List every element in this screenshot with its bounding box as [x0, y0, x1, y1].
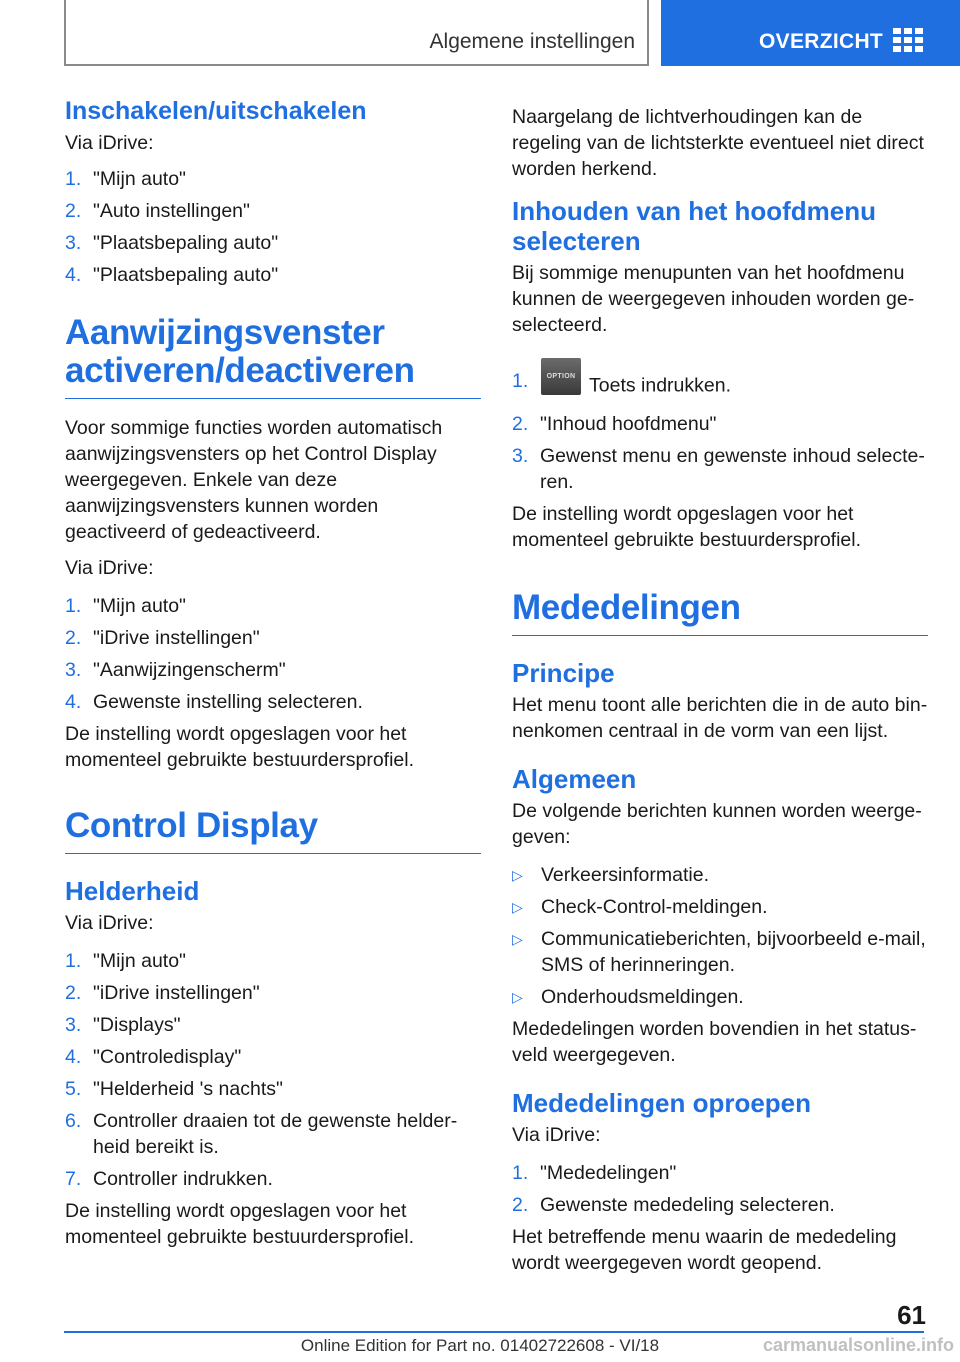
- list-item: 2. "iDrive instellingen": [65, 982, 260, 1004]
- list-item: ▷ Onderhoudsmeldingen.: [512, 986, 744, 1008]
- triangle-bullet-icon: ▷: [512, 899, 523, 915]
- watermark: carmanualsonline.info: [762, 1335, 954, 1355]
- section-title-main-menu: Inhouden van het hoofdmenu selecteren: [512, 196, 876, 256]
- footer-divider: [64, 1331, 924, 1333]
- subsection-title-principle: Principe: [512, 658, 615, 688]
- list-item: 1. "Mijn auto": [65, 950, 186, 972]
- overview-button[interactable]: [661, 0, 960, 66]
- list-item: 1. "Mijn auto": [65, 168, 186, 190]
- note-text: De instelling wordt opgeslagen voor het momenteel gebruikte bestuurdersprofiel.: [65, 723, 415, 771]
- intro-text: Naargelang de lichtverhoudingen kan de regeling van de lichtsterkte eventueel niet direct worden herkend.: [512, 106, 924, 180]
- list-item: ▷ Check-Control-meldingen.: [512, 896, 768, 918]
- intro-text: Bij sommige menupunten van het hoofdmenu kunnen de weergegeven inhouden worden geselecteerd.: [512, 262, 915, 336]
- triangle-bullet-icon: ▷: [512, 931, 523, 947]
- list-item: 1. OPTION Toets indrukken.: [512, 368, 928, 405]
- section-tab[interactable]: [64, 0, 649, 66]
- chapter-title-messages: Mededelingen: [512, 589, 928, 636]
- list-item: 3. "Plaatsbepaling auto": [65, 232, 279, 254]
- list-item: 3. Gewenst menu en gewenste inhoud selecteren.: [512, 445, 925, 493]
- list-item: 4. "Controledisplay": [65, 1046, 242, 1068]
- right-column: [512, 96, 928, 1286]
- section-label: Algemene instellingen: [429, 30, 635, 53]
- list-item: 3. "Displays": [65, 1014, 181, 1036]
- list-item: 2. "Auto instellingen": [65, 200, 250, 222]
- via-idrive-text: Via iDrive:: [65, 912, 154, 934]
- list-item: 2. Gewenste mededeling selecteren.: [512, 1194, 835, 1216]
- list-item: ▷ Verkeersinformatie.: [512, 864, 709, 886]
- list-item: 6. Controller draaien tot de gewenste helderheid bereikt is.: [65, 1110, 458, 1158]
- section-title-on-off: Inschakelen/uitschakelen: [65, 97, 367, 125]
- overview-label: OVERZICHT: [759, 30, 884, 53]
- list-item: 3. "Aanwijzingenscherm": [65, 659, 286, 681]
- grid-icon: [893, 28, 923, 52]
- list-item: 4. "Plaatsbepaling auto": [65, 264, 279, 286]
- list-item: 4. Gewenste instelling selecteren.: [65, 691, 363, 713]
- note-text: Het betreffende menu waarin de mededeling wordt weergegeven wordt geopend.: [512, 1226, 897, 1274]
- note-text: Mededelingen worden bovendien in het statusveld weergegeven.: [512, 1018, 917, 1066]
- via-idrive-text: Via iDrive:: [512, 1124, 601, 1146]
- via-idrive-text: Via iDrive:: [65, 557, 154, 579]
- list-item: ▷ Communicatieberichten, bijvoorbeeld e-mail, SMS of herinneringen.: [512, 928, 926, 976]
- steps-list-brightness: [65, 948, 481, 1192]
- page-number: 61: [897, 1300, 926, 1330]
- page-header: [0, 0, 960, 66]
- intro-text: Voor sommige functies worden automatisch aanwijzingsvensters op het Control Display weergegeven. Enkele van deze aanwijzingsvensters kunnen worden geactiveerd of gedeactiveerd.: [65, 417, 443, 543]
- footer-edition-text: Online Edition for Part no. 01402722608 - VI/18: [300, 1336, 660, 1355]
- chapter-title-hint-window: Aanwijzingsvenster activeren/deactiveren: [65, 314, 481, 399]
- note-text: De instelling wordt opgeslagen voor het momenteel gebruikte bestuurdersprofiel.: [65, 1200, 415, 1248]
- list-item: 2. "Inhoud hoofdmenu": [512, 413, 717, 435]
- list-item: 5. "Helderheid 's nachts": [65, 1078, 283, 1100]
- list-item: 2. "iDrive instellingen": [65, 627, 260, 649]
- list-item: 1. "Mededelingen": [512, 1162, 677, 1184]
- note-text: De instelling wordt opgeslagen voor het momenteel gebruikte bestuurdersprofiel.: [512, 503, 862, 551]
- steps-list-main-menu: [512, 368, 928, 495]
- triangle-bullet-icon: ▷: [512, 867, 523, 883]
- left-column: [65, 96, 481, 1260]
- option-button-icon: OPTION: [541, 358, 581, 395]
- chapter-title-control-display: Control Display: [65, 807, 481, 854]
- list-item: 7. Controller indrukken.: [65, 1168, 273, 1190]
- subsection-title-brightness: Helderheid: [65, 876, 200, 906]
- steps-list-open-messages: [512, 1160, 928, 1218]
- body-text: De volgende berichten kunnen worden weergegeven:: [512, 800, 922, 848]
- steps-list-on-off: [65, 166, 481, 288]
- subsection-title-open-messages: Mededelingen oproepen: [512, 1088, 812, 1118]
- steps-list-hint-window: [65, 593, 481, 715]
- list-item: 1. "Mijn auto": [65, 595, 186, 617]
- subsection-title-general: Algemeen: [512, 764, 637, 794]
- bullet-list-messages: [512, 862, 928, 1010]
- triangle-bullet-icon: ▷: [512, 989, 523, 1005]
- body-text: Het menu toont alle berichten die in de auto binnenkomen centraal in de vorm van een lijst.: [512, 694, 928, 742]
- via-idrive-text: Via iDrive:: [65, 132, 154, 154]
